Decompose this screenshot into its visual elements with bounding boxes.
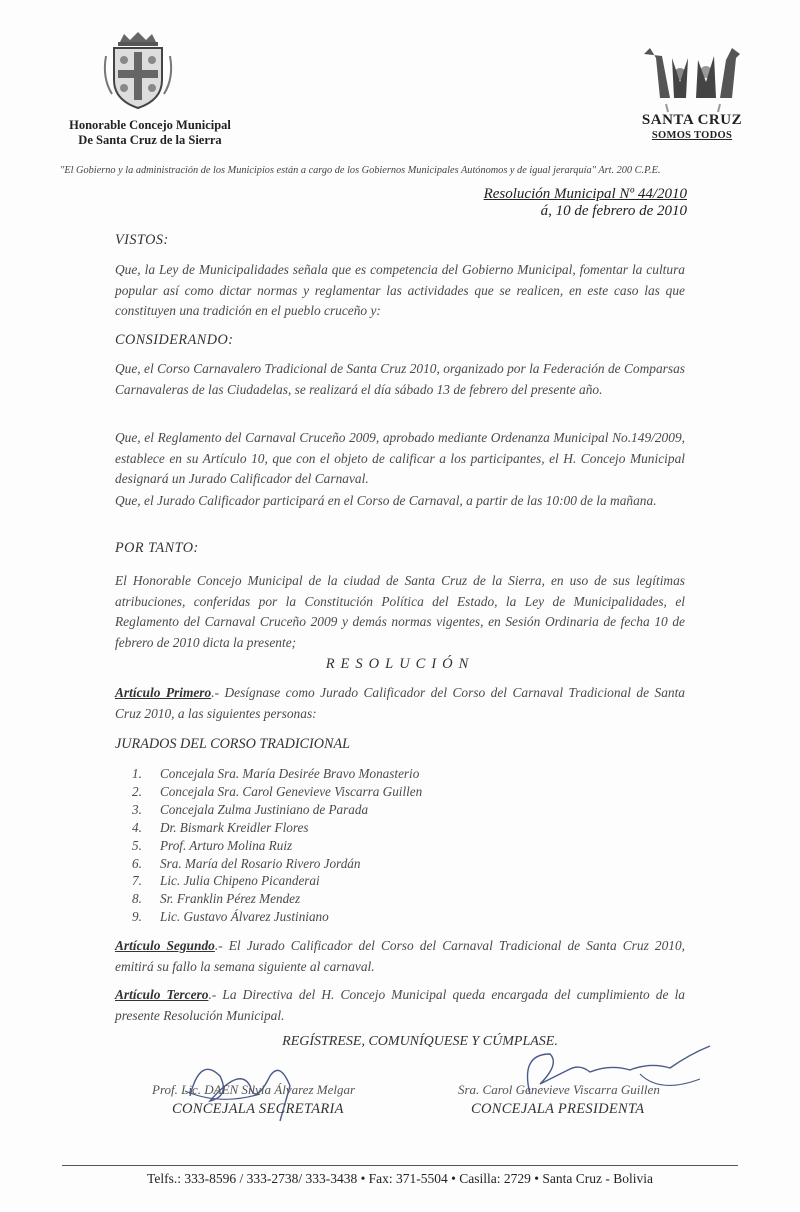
constitution-quote: "El Gobierno y la administración de los Municipios están a cargo de los Gobiernos Municipales Autónomos y de igual jerarquía" Art. 200 C.P.E. [60, 165, 661, 176]
list-item: 3. Concejala Zulma Justiniano de Parada [132, 801, 369, 817]
vistos-text: Que, la Ley de Municipalidades señala que es competencia del Gobierno Municipal, fomentar la cultura popular así como dictar normas y reglamentar las actividades que se realicen, en este caso las que constituyen una tradición en el pueblo cruceño y: [115, 262, 685, 318]
article-3-text: .- La Directiva del H. Concejo Municipal queda encargada del cumplimiento de la presente Resolución Municipal. [115, 987, 685, 1023]
coat-of-arms-icon [100, 28, 176, 112]
article-2 [115, 936, 685, 977]
article-1-text: .- Desígnase como Jurado Calificador del Corso del Carnaval Tradicional de Santa Cruz 2010, a las siguientes personas: [115, 685, 686, 721]
resolution-number: Resolución Municipal Nº 44/2010 [483, 186, 687, 202]
santa-cruz-logo-text: SANTA CRUZ [641, 112, 743, 128]
footer-contact: Telfs.: 333-8596 / 333-2738/ 333-3438 • Fax: 371-5504 • Casilla: 2729 • Santa Cruz - Bolivia [147, 1171, 653, 1186]
resolution-title: RESOLUCIÓN [325, 656, 475, 672]
considerando-paragraph-2: Que, el Reglamento del Carnaval Cruceño 2009, aprobado mediante Ordenanza Municipal No.149/2009, establece en su Artículo 10, que con el objeto de calificar a los participantes, el H. Concejo Municipal designará un Jurado Calificador del Carnaval. [115, 430, 685, 486]
santa-cruz-logo-tagline: SOMOS TODOS [651, 130, 733, 141]
santa-cruz-logo [636, 48, 748, 148]
resolution-date: á, 10 de febrero de 2010 [540, 203, 687, 219]
list-item: 7. Lic. Julia Chipeno Picanderai [132, 873, 320, 889]
right-signer-role: CONCEJALA PRESIDENTA [471, 1101, 645, 1117]
list-item: 6. Sra. María del Rosario Rivero Jordán [132, 855, 361, 871]
article-3-label: Artículo Tercero [115, 987, 209, 1002]
article-2-label: Artículo Segundo [115, 938, 215, 953]
article-1 [115, 683, 685, 724]
list-item: 9. Lic. Gustavo Álvarez Justiniano [132, 909, 329, 925]
list-item: 8. Sr. Franklin Pérez Mendez [132, 891, 301, 907]
article-1-label: Artículo Primero [115, 685, 212, 700]
list-item: 5. Prof. Arturo Molina Ruiz [132, 837, 293, 853]
org-name-line1: Honorable Concejo Municipal [69, 118, 231, 132]
considerando-paragraph-1: Que, el Corso Carnavalero Tradicional de Santa Cruz 2010, organizado por la Federación de Comparsas Carnavaleras de las Ciudadelas, se realizará el día sábado 13 de febrero del presente año. [115, 361, 685, 397]
considerando-paragraph-3: Que, el Jurado Calificador participará en el Corso de Carnaval, a partir de las 10:00 de la mañana. [115, 493, 657, 508]
left-signer-name: Prof. Lic. DAEN Silvia Álvarez Melgar [152, 1082, 356, 1097]
article-2-text: .- El Jurado Calificador del Corso del Carnaval Tradicional de Santa Cruz 2010, emitirá su fallo la semana siguiente al carnaval. [115, 938, 686, 974]
vistos-heading: VISTOS: [115, 232, 169, 248]
por-tanto-heading: POR TANTO: [115, 540, 199, 556]
org-name-line2: De Santa Cruz de la Sierra [78, 133, 222, 147]
list-item: 2. Concejala Sra. Carol Genevieve Viscarra Guillen [132, 783, 423, 799]
por-tanto-text: El Honorable Concejo Municipal de la ciudad de Santa Cruz de la Sierra, en uso de sus legítimas atribuciones, conferidas por la Constitución Política del Estado, la Ley de Municipalidades, el Reglamento del Carnaval Cruceño 2009 y demás normas vigentes, en Sesión Ordinaria de fecha 10 de febrero de 2010 dicta la presente; [115, 573, 685, 650]
left-signer-role: CONCEJALA SECRETARIA [172, 1101, 344, 1117]
santa-cruz-figures-icon [636, 48, 748, 114]
list-item: 4. Dr. Bismark Kreidler Flores [132, 819, 309, 835]
footer-divider [62, 1165, 738, 1166]
right-signer-name: Sra. Carol Genevieve Viscarra Guillen [458, 1082, 660, 1097]
considerando-heading: CONSIDERANDO: [115, 332, 234, 348]
list-item: 1. Concejala Sra. María Desirée Bravo Monasterio [132, 766, 420, 781]
jurados-title: JURADOS DEL CORSO TRADICIONAL [115, 736, 351, 752]
article-3 [115, 985, 685, 1026]
jurados-list [132, 765, 422, 926]
closing-statement: REGÍSTRESE, COMUNÍQUESE Y CÚMPLASE. [282, 1034, 558, 1049]
